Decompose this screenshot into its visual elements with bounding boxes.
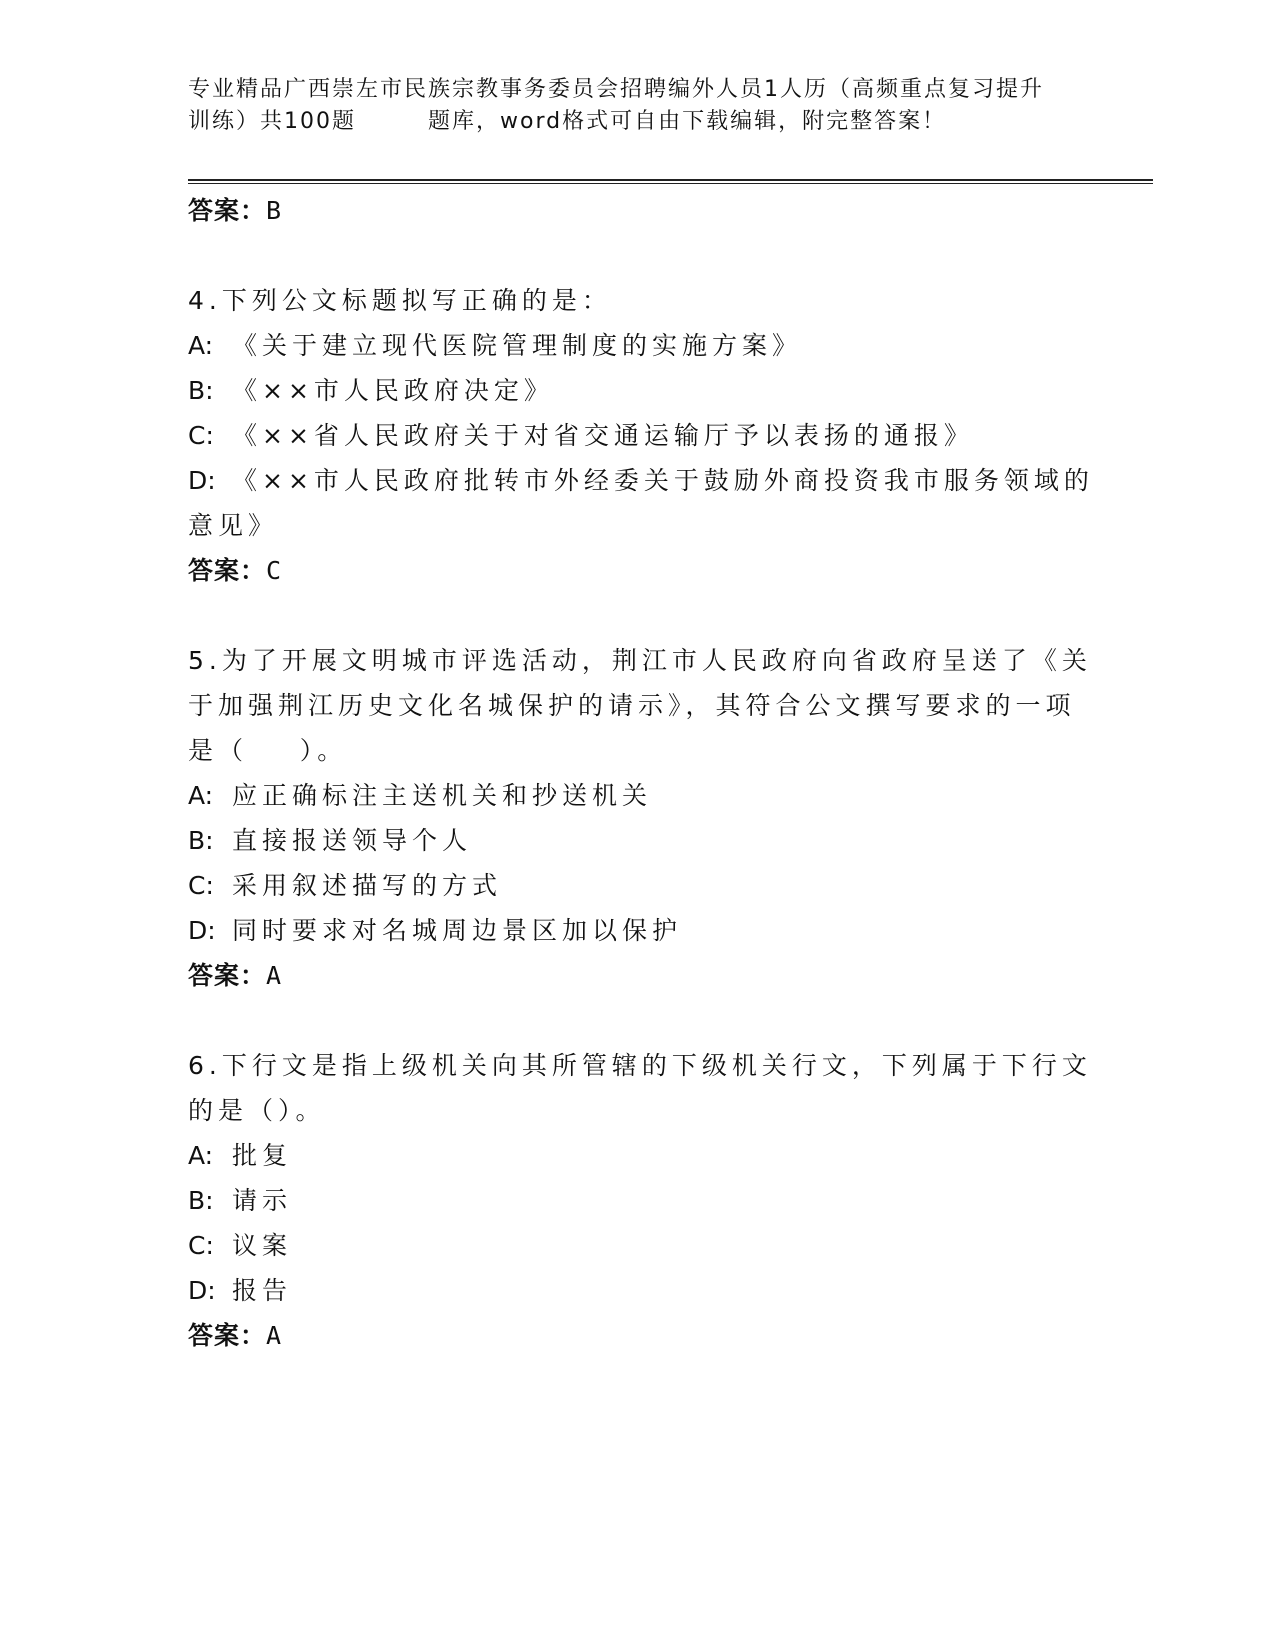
option-c: C: 《××省人民政府关于对省交通运输厅予以表扬的通报》 — [188, 421, 974, 450]
spacer — [188, 998, 1088, 1043]
spacer — [188, 233, 1088, 278]
answer: 答案：A — [188, 961, 283, 990]
option-d: D: 同时要求对名城周边景区加以保护 — [188, 916, 683, 945]
header-rule-thick — [188, 179, 1153, 181]
option-d-continuation: 意见》 — [188, 511, 279, 540]
question-text-line-1: 6.下行文是指上级机关向其所管辖的下级机关行文，下列属于下行文 — [188, 1051, 1092, 1080]
option-a: A: 批复 — [188, 1141, 293, 1170]
spacer — [188, 593, 1088, 638]
answer: 答案：A — [188, 1321, 283, 1350]
question-text-line-1: 5.为了开展文明城市评选活动，荆江市人民政府向省政府呈送了《关 — [188, 646, 1092, 675]
answer-label: 答案： — [188, 196, 267, 225]
header-title-part-1: 训练）共100题 — [188, 109, 356, 134]
option-b: B: 请示 — [188, 1186, 293, 1215]
question-6 — [188, 1043, 1092, 1358]
header-title-line-1: 专业精品广西崇左市民族宗教事务委员会招聘编外人员1人历（高频重点复习提升 — [188, 77, 1044, 102]
previous-answer — [188, 188, 1088, 233]
option-b: B: 直接报送领导个人 — [188, 826, 473, 855]
option-a: A: 《关于建立现代医院管理制度的实施方案》 — [188, 331, 803, 360]
question-4 — [188, 278, 1094, 593]
question-text-line-3: 是（ ）。 — [188, 736, 348, 765]
option-a: A: 应正确标注主送机关和抄送机关 — [188, 781, 653, 810]
question-content — [188, 188, 1094, 1358]
question-text-line-2: 的是（）。 — [188, 1096, 326, 1125]
option-d: D: 报告 — [188, 1276, 293, 1305]
header-title-line-2 — [188, 106, 1088, 138]
header-rule-thin — [188, 183, 1153, 184]
option-b: B: 《××市人民政府决定》 — [188, 376, 554, 405]
option-c: C: 采用叙述描写的方式 — [188, 871, 503, 900]
question-text-line-2: 于加强荆江历史文化名城保护的请示》，其符合公文撰写要求的一项 — [188, 691, 1076, 720]
question-text: 4.下列公文标题拟写正确的是： — [188, 286, 612, 315]
header-title-part-2: 题库，word格式可自由下载编辑，附完整答案！ — [428, 109, 947, 134]
question-5 — [188, 638, 1092, 998]
answer-value: B — [266, 196, 283, 225]
option-d: D: 《××市人民政府批转市外经委关于鼓励外商投资我市服务领域的 — [188, 466, 1094, 495]
page-header — [188, 74, 1088, 138]
answer: 答案：C — [188, 556, 283, 585]
option-c: C: 议案 — [188, 1231, 293, 1260]
